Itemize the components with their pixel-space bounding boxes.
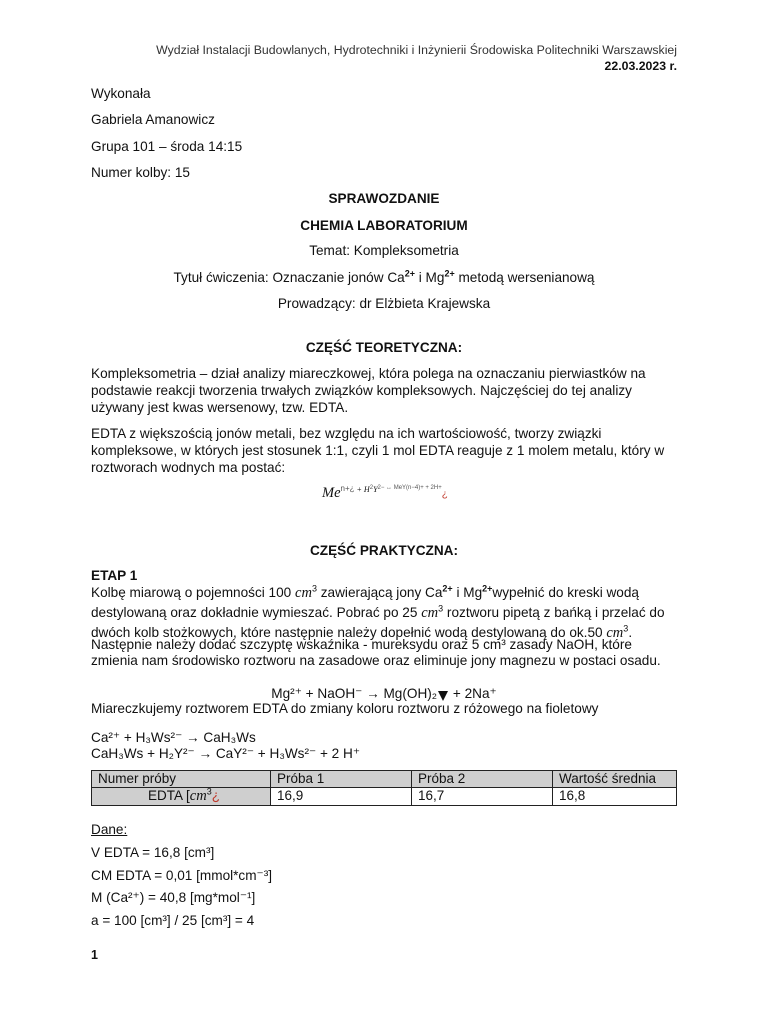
table-header-cell: Numer próby <box>92 771 271 788</box>
table-header-cell: Próba 1 <box>271 771 412 788</box>
theory-paragraph-2: EDTA z większością jonów metali, bez względu na ich wartościowość, tworzy związki kompleksowe, w których jest stosunek 1:1, czyli 1 mol EDTA reaguje z 1 molem metalu, który w roztworach wodnych ma postać: <box>91 426 665 475</box>
stage-paragraph-2: Następnie należy dodać szczyptę wskaźnika - mureksydu oraz 5 cm³ zasady NaOH, które zmienia nam środowisko roztworu na zasadowe oraz eliminuje jony magnezu w postaci osadu. <box>91 637 661 668</box>
report-date: 22.03.2023 r. <box>604 59 677 73</box>
author-label: Wykonała <box>91 86 151 101</box>
titration-note: Miareczkujemy roztworem EDTA do zmiany koloru roztworu z różowego na fioletowy <box>91 701 599 716</box>
theory-paragraph-1: Kompleksometria – dział analizy miareczkowej, która polega na oznaczaniu pierwiastków na podstawie reakcji tworzenia trwałych związków kompleksowych. Najczęściej do tej analizy używany jest kwas wersenowy, tzw. EDTA. <box>91 366 646 415</box>
author-name: Gabriela Amanowicz <box>91 112 215 127</box>
table-row-label: EDTA [$cm^3¿$ <box>92 788 271 806</box>
instructor-line: Prowadzący: dr Elżbieta Krajewska <box>277 296 491 311</box>
stage-paragraph-1: Kolbę miarową o pojemności 100 $cm^3$ zawierającą jony $Ca^{2+}$ i $Mg^{2+}wypełnić$ do kreski wodą destylowaną oraz dokładnie wymieszać. Pobrać po 25 $cm^3$ roztworu pipetą z bańką i przelać do dwóch kolb stożkowych, które następnie należy dopełnić wodą destylowaną do ok.50 $cm^3$. <box>91 583 665 641</box>
subject-title: CHEMIA LABORATORIUM <box>300 218 468 233</box>
stage-heading: ETAP 1 <box>91 568 138 583</box>
table-row <box>92 788 677 806</box>
theory-heading: CZĘŚĆ TEORETYCZNA: <box>305 340 463 355</box>
given-c-edta: CM EDTA = 0,01 [mmol*cm⁻³] <box>91 868 273 883</box>
institution-header: Wydział Instalacji Budowlanych, Hydrotechniki i Inżynierii Środowiska Politechniki Warszawskiej <box>156 43 677 57</box>
table-cell: 16,8 <box>553 788 677 806</box>
given-m-ca: M (Ca²⁺) = 40,8 [mg*mol⁻¹] <box>91 890 256 905</box>
table-header-cell: Wartość średnia <box>553 771 677 788</box>
results-table <box>91 770 677 806</box>
table-cell: 16,9 <box>271 788 412 806</box>
complex-formula: $Me^{n+¿}$ $^{+ H2Y2- \leftrightarrow MeY(n-4)+ + 2H+}$¿ <box>322 484 448 501</box>
reaction-edta: CaH₃Ws + H₂Y²⁻ → CaY²⁻ + H₃Ws²⁻ + 2 H⁺ <box>91 746 361 761</box>
report-title: SPRAWOZDANIE <box>328 191 440 206</box>
page-number: 1 <box>91 948 98 962</box>
given-heading: Dane: <box>91 822 128 837</box>
reaction-mg: Mg²⁺ + NaOH⁻ → Mg(OH)₂ + 2Na⁺ <box>271 686 497 701</box>
flask-number: Numer kolby: 15 <box>91 165 190 180</box>
table-header-row <box>92 771 677 788</box>
author-group: Grupa 101 – środa 14:15 <box>91 139 243 154</box>
practical-heading: CZĘŚĆ PRAKTYCZNA: <box>309 543 459 558</box>
given-a: a = 100 [cm³] / 25 [cm³] = 4 <box>91 913 255 928</box>
exercise-title: Tytuł ćwiczenia: Oznaczanie jonów $Ca^{2+}$ i $Mg^{2+}$ metodą wersenianową <box>173 268 595 285</box>
table-cell: 16,7 <box>412 788 553 806</box>
given-v-edta: V EDTA = 16,8 [cm³] <box>91 845 215 860</box>
topic-line: Temat: Kompleksometria <box>309 243 459 258</box>
precipitate-arrow-icon <box>438 691 448 701</box>
table-header-cell: Próba 2 <box>412 771 553 788</box>
reaction-ca: Ca²⁺ + H₃Ws²⁻ → CaH₃Ws <box>91 730 256 745</box>
